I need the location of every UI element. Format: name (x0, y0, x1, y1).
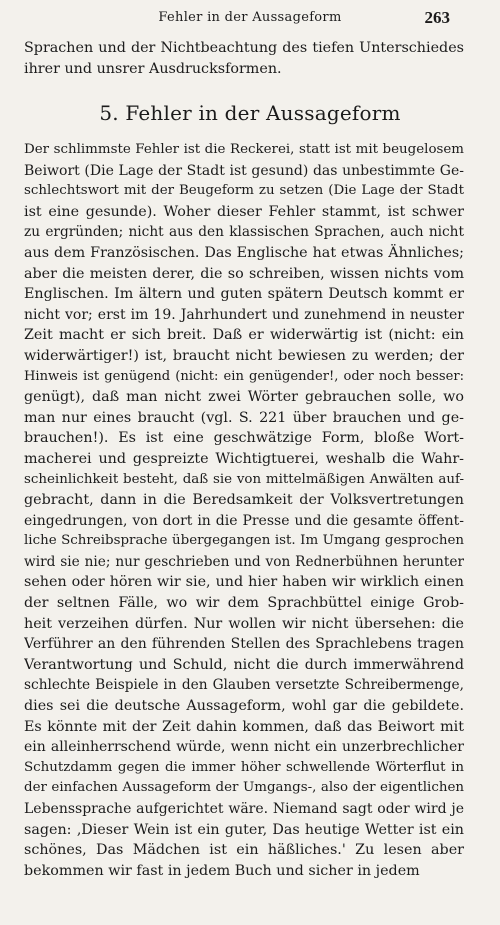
text-line: zu ergründen; nicht aus den klassischen Sprachen, auch nicht (24, 224, 464, 241)
text-line: Verführer an den führenden Stellen des Sprachlebens tragen (24, 636, 464, 653)
text-line: gebracht, dann in die Beredsamkeit der Volksvertretungen (24, 492, 464, 509)
text-line: Englischen. Im ältern und guten spätern Deutsch kommt er (24, 286, 464, 303)
text-line: schönes, Das Mädchen ist ein häßliches.' Zu lesen aber (24, 842, 464, 859)
text-line: nicht vor; erst im 19. Jahrhundert und zunehmend in neuster (24, 306, 464, 323)
text-line: der einfachen Aussageform der Umgangs-, also der eigentlichen (24, 780, 464, 796)
text-line: Verantwortung und Schuld, nicht die durch immerwährend (24, 656, 464, 673)
body-paragraph (24, 140, 464, 881)
text-line: scheinlichkeit besteht, daß sie von mittelmäßigen Anwälten auf- (24, 471, 464, 487)
text-line: Es könnte mit der Zeit dahin kommen, daß das Beiwort mit (24, 718, 464, 735)
text-line: Beiwort (Die Lage der Stadt ist gesund) das unbestimmte Ge- (24, 162, 464, 179)
text-line: Hinweis ist genügend (nicht: ein genügender!, oder noch besser: (24, 368, 464, 384)
text-line: Sprachen und der Nichtbeachtung des tiefen Unterschiedes (24, 40, 464, 56)
text-line: der seltnen Fälle, wo wir dem Sprachbüttel einige Grob- (24, 595, 464, 612)
text-line: brauchen!). Es ist eine geschwätzige Form, bloße Wort- (24, 430, 464, 447)
text-line: Lebenssprache aufgerichtet wäre. Niemand sagt oder wird je (24, 801, 464, 817)
text-line: Schutzdamm gegen die immer höher schwellende Wörterflut in (24, 759, 464, 775)
text-line: liche Schreibsprache übergegangen ist. Im Umgang gesprochen (24, 533, 464, 549)
text-line: dies sei die deutsche Aussageform, wohl gar die gebildete. (24, 698, 464, 715)
text-line: widerwärtiger!) ist, braucht nicht bewiesen zu werden; der (24, 347, 464, 364)
text-line: sehen oder hören wir sie, und hier haben wir wirklich einen (24, 574, 464, 591)
text-line: wird sie nie; nur geschrieben und von Rednerbühnen herunter (24, 553, 464, 570)
text-line: genügt), daß man nicht zwei Wörter gebrauchen solle, wo (24, 389, 464, 406)
text-line: man nur eines braucht (vgl. S. 221 über brauchen und ge- (24, 409, 464, 426)
text-line: ist eine gesunde). Woher dieser Fehler stammt, ist schwer (24, 203, 464, 220)
text-line: sagen: ‚Dieser Wein ist ein guter, Das heutige Wetter ist ein (24, 821, 464, 838)
section-heading: 5. Fehler in der Aussageform (99, 101, 401, 125)
text-line: macherei und gespreizte Wichtigtuerei, weshalb die Wahr- (24, 450, 464, 467)
text-line: schlechtswort mit der Beugeform zu setzen (Die Lage der Stadt (24, 183, 464, 199)
text-line: eingedrungen, von dort in die Presse und die gesamte öffent- (24, 512, 464, 529)
text-line: schlechte Beispiele in den Glauben versetzte Schreibermenge, (24, 677, 464, 694)
running-head (0, 4, 500, 34)
text-line: ein alleinherrschend würde, wenn nicht ein unzerbrechlicher (24, 739, 464, 756)
text-line: heit verzeihen dürfen. Nur wollen wir nicht übersehen: die (24, 615, 464, 632)
intro-paragraph (24, 38, 464, 79)
text-line: Der schlimmste Fehler ist die Reckerei, statt ist mit beugelosem (24, 142, 464, 157)
text-line: aber die meisten derer, die so schreiben, wissen nichts vom (24, 265, 464, 282)
text-line: aus dem Französischen. Das Englische hat etwas Ähnliches; (24, 244, 464, 261)
page-number: 263 (424, 8, 450, 27)
text-line: bekommen wir fast in jedem Buch und sicher in jedem (24, 862, 420, 879)
text-line: ihrer und unsrer Ausdrucksformen. (24, 60, 282, 77)
running-title: Fehler in der Aussageform (158, 10, 342, 25)
text-line: Zeit macht er sich breit. Daß er widerwärtig ist (nicht: ein (24, 327, 464, 344)
